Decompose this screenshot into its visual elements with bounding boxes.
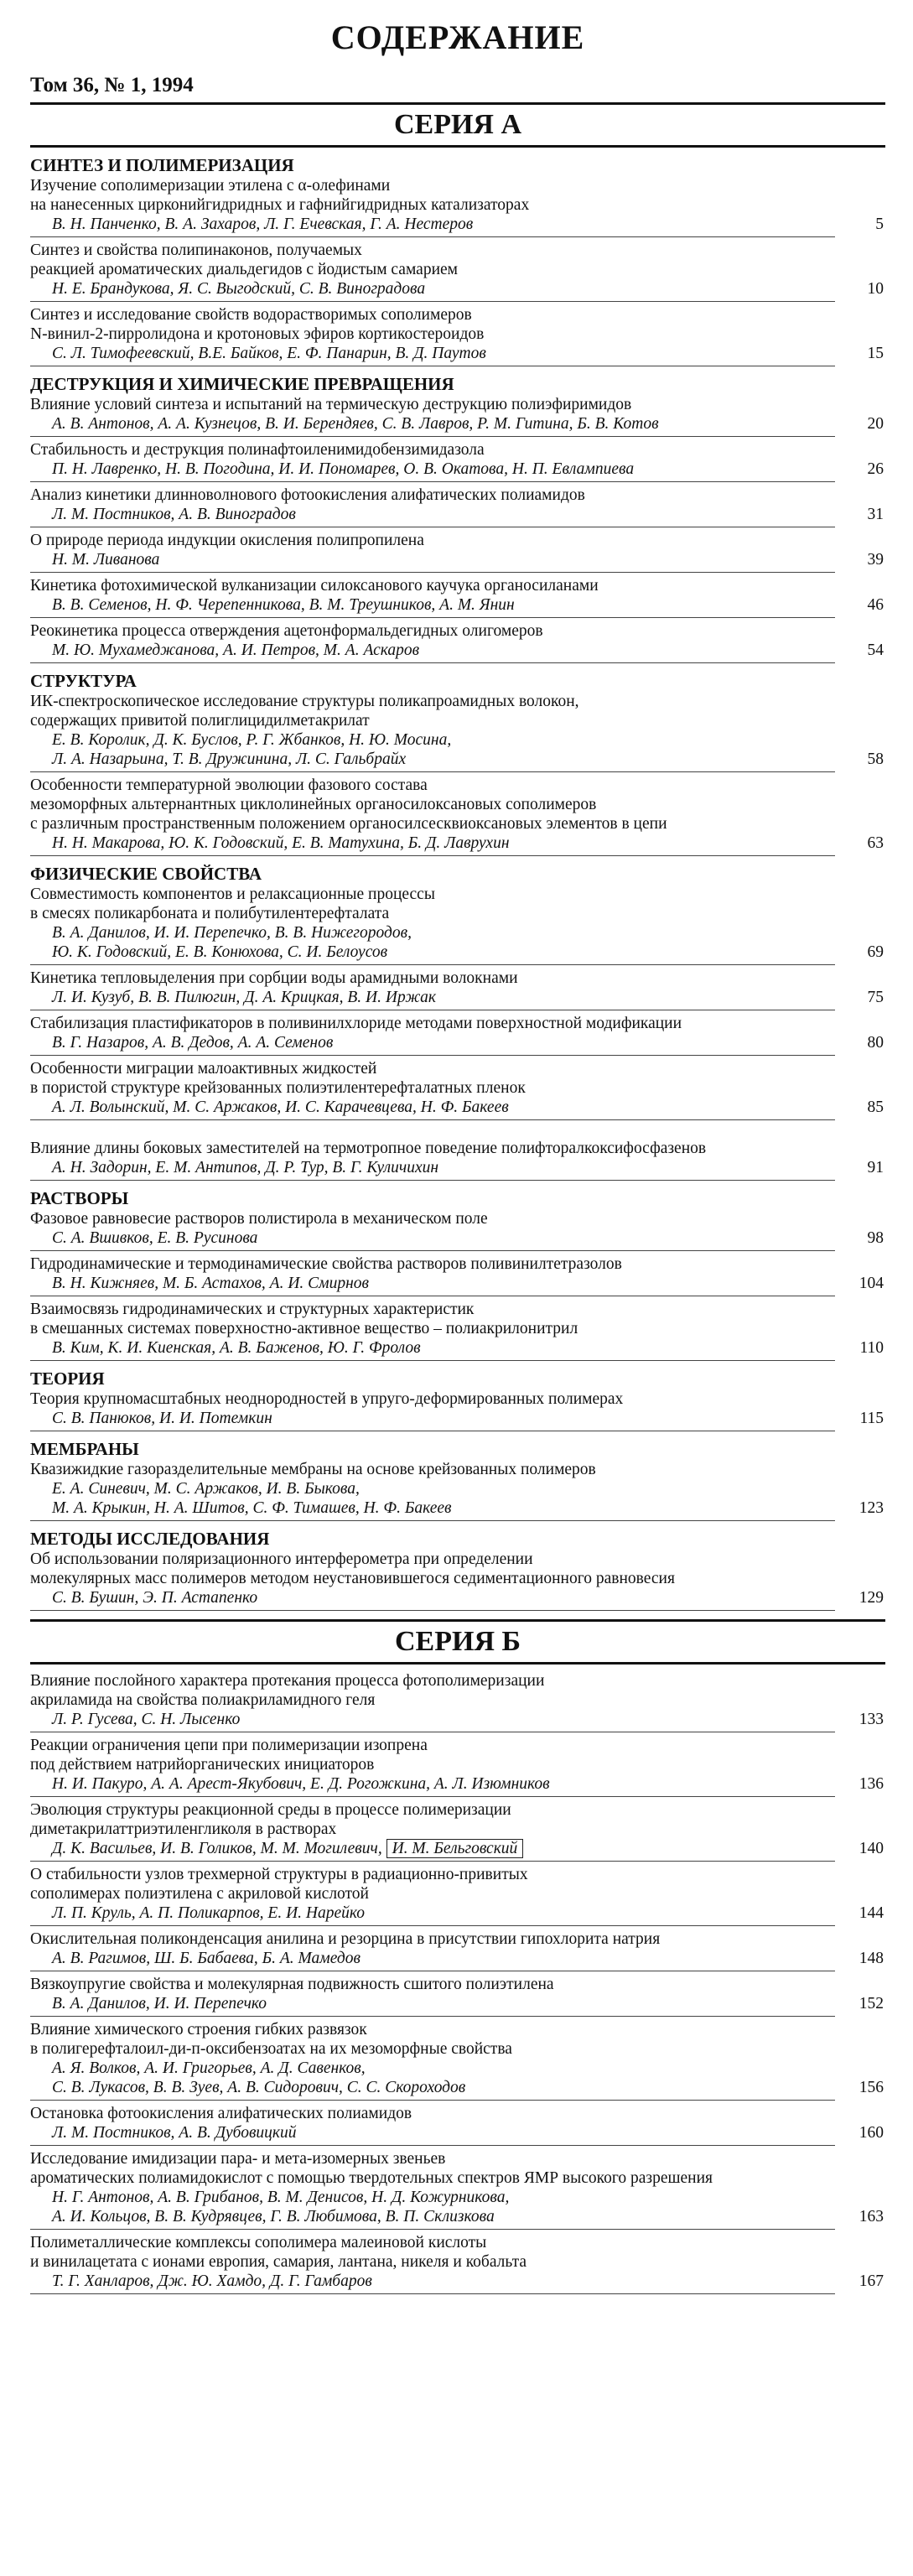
toc-entry (30, 1975, 885, 2017)
entry-authors: Н. М. Ливанова (30, 550, 835, 573)
entry-title: Вязкоупругие свойства и молекулярная подвижность сшитого полиэтилена (30, 1976, 554, 1993)
entry-authors: А. В. Рагимов, Ш. Б. Бабаева, Б. А. Мамедов (30, 1949, 835, 1971)
entry-authors: Т. Г. Ханларов, Дж. Ю. Хамдо, Д. Г. Гамбаров (30, 2272, 835, 2294)
toc-entry (30, 305, 885, 366)
page-number: 20 (867, 415, 884, 433)
toc-entry (30, 1929, 885, 1971)
entry-authors: В. В. Семенов, Н. Ф. Черепенникова, В. М. Треушников, А. М. Янин (30, 595, 835, 618)
toc-entry (30, 692, 885, 772)
toc-entry (30, 1254, 885, 1296)
toc-entry (30, 176, 885, 237)
page-number: 98 (867, 1229, 884, 1247)
divider (30, 1662, 885, 1665)
entry-title: Теория крупномасштабных неоднородностей в упруго-деформированных полимерах (30, 1390, 624, 1408)
page-number: 156 (859, 2079, 884, 2096)
section-heading: СИНТЕЗ И ПОЛИМЕРИЗАЦИЯ (30, 155, 294, 175)
entry-title: Синтез и свойства полипинаконов, получаемых (30, 242, 362, 259)
entry-title: реакцией ароматических диальдегидов с йодистым самарием (30, 261, 459, 278)
spacer (30, 1124, 885, 1139)
entry-title: Эволюция структуры реакционной среды в процессе полимеризации (30, 1801, 511, 1819)
toc-entry (30, 1460, 885, 1521)
entry-title: содержащих привитой полиглицидилметакрилат (30, 712, 370, 730)
page-number: 110 (859, 1339, 884, 1357)
entry-title: в полигерефталоил-ди-п-оксибензоатах на их мезоморфные свойства (30, 2040, 512, 2058)
entry-authors: Л. М. Постников, А. В. Виноградов (30, 505, 835, 527)
entry-title: Окислительная поликонденсация анилина и резорцина в присутствии гипохлорита натрия (30, 1930, 661, 1948)
entry-title: Стабильность и деструкция полинафтоиленимидобензимидазола (30, 441, 485, 459)
toc-entry (30, 395, 885, 437)
toc-entry (30, 1550, 885, 1611)
entry-title: Стабилизация пластификаторов в поливинилхлориде методами поверхностной модификации (30, 1015, 682, 1032)
entry-authors: Л. П. Круль, А. П. Поликарпов, Е. И. Нарейко (30, 1903, 835, 1926)
entry-title: Фазовое равновесие растворов полистирола в механическом поле (30, 1210, 488, 1228)
entry-title: Реакции ограничения цепи при полимеризации изопрена (30, 1737, 428, 1754)
entry-title: О природе периода индукции окисления полипропилена (30, 532, 424, 549)
entry-title: Особенности температурной эволюции фазового состава (30, 776, 428, 794)
toc-section (30, 1528, 885, 1611)
entry-title: на нанесенных цирконийгидридных и гафнийгидридных катализаторах (30, 196, 530, 214)
entry-authors: П. Н. Лавренко, Н. В. Погодина, И. И. Пономарев, О. В. Окатова, Н. П. Евлампиева (30, 460, 835, 482)
toc-entry (30, 969, 885, 1010)
toc-entry (30, 531, 885, 573)
toc-entry (30, 776, 885, 856)
entry-title: Полиметаллические комплексы сополимера малеиновой кислоты (30, 2234, 487, 2251)
page-number: 115 (859, 1410, 884, 1427)
toc-section (30, 670, 885, 856)
entry-authors: В. А. Данилов, И. И. Перепечко, В. В. Нижегородов, (52, 924, 412, 942)
toc-entry (30, 1736, 885, 1797)
entry-title: молекулярных масс полимеров методом неустановившегося седиментационного равновесия (30, 1570, 675, 1587)
entry-authors: С. В. Бушин, Э. П. Астапенко (30, 1588, 835, 1611)
entry-authors: В. Н. Панченко, В. А. Захаров, Л. Г. Ечевская, Г. А. Нестеров (30, 215, 835, 237)
page-number: 163 (859, 2208, 884, 2225)
page-number: 54 (867, 641, 884, 659)
page-number: 152 (859, 1995, 884, 2012)
entry-authors: Н. Н. Макарова, Ю. К. Годовский, Е. В. Матухина, Б. Д. Лаврухин (30, 834, 835, 856)
entry-authors: А. Н. Задорин, Е. М. Антипов, Д. Р. Тур, В. Г. Куличихин (30, 1158, 835, 1181)
entry-title: Влияние послойного характера протекания процесса фотополимеризации (30, 1672, 545, 1690)
entry-title: Исследование имидизации пара- и мета-изомерных звеньев (30, 2150, 446, 2168)
entry-title: Влияние длины боковых заместителей на термотропное поведение полифторалкоксифосфазенов (30, 1140, 707, 1157)
toc-entry (30, 1389, 885, 1431)
entry-authors: С. А. Вшивков, Е. В. Русинова (30, 1228, 835, 1251)
entry-authors: Л. И. Кузуб, В. В. Пилюгин, Д. А. Крицкая, В. И. Иржак (30, 988, 835, 1010)
page-title: СОДЕРЖАНИЕ (330, 18, 585, 56)
entry-authors: В. Ким, К. И. Киенская, А. В. Баженов, Ю. Г. Фролов (30, 1338, 835, 1361)
entry-title: в смешанных системах поверхностно-активное вещество – полиакрилонитрил (30, 1320, 578, 1337)
series-a (30, 154, 885, 1611)
entry-title: Анализ кинетики длинноволнового фотоокисления алифатических полиамидов (30, 486, 585, 504)
toc-entry (30, 241, 885, 302)
entry-authors: Н. Е. Брандукова, Я. С. Выгодский, С. В. Виноградова (30, 279, 835, 302)
page-number: 140 (859, 1840, 884, 1857)
section-heading: СТРУКТУРА (30, 671, 137, 691)
entry-authors: В. Г. Назаров, А. В. Дедов, А. А. Семенов (30, 1033, 835, 1056)
page-number: 80 (867, 1034, 884, 1052)
page-number: 15 (867, 345, 884, 362)
entry-authors: М. А. Крыкин, Н. А. Шитов, С. Ф. Тимашев, Н. Ф. Бакеев (30, 1498, 835, 1521)
toc-section (30, 1438, 885, 1521)
boxed-author: И. М. Бельговский (386, 1839, 524, 1858)
entry-authors: А. Л. Волынский, М. С. Аржаков, И. С. Карачевцева, Н. Ф. Бакеев (30, 1098, 835, 1120)
entry-title: Об использовании поляризационного интерферометра при определении (30, 1550, 533, 1568)
entry-title: Кинетика тепловыделения при сорбции воды арамидными волокнами (30, 969, 518, 987)
entry-title: Реокинетика процесса отверждения ацетонформальдегидных олигомеров (30, 622, 543, 640)
entry-title: Кинетика фотохимической вулканизации силоксанового каучука органосиланами (30, 577, 599, 595)
page-number: 148 (859, 1950, 884, 1967)
entry-authors: Л. А. Назарьина, Т. В. Дружинина, Л. С. Гальбрайх (30, 750, 835, 772)
toc-entry (30, 1014, 885, 1056)
page-number: 10 (867, 280, 884, 298)
entry-authors: Л. М. Постников, А. В. Дубовицкий (30, 2123, 835, 2146)
toc-entry (30, 1671, 885, 1732)
entry-authors: В. Н. Кижняев, М. Б. Астахов, А. И. Смирнов (30, 1274, 835, 1296)
section-heading: ДЕСТРУКЦИЯ И ХИМИЧЕСКИЕ ПРЕВРАЩЕНИЯ (30, 374, 454, 394)
entry-authors: С. Л. Тимофеевский, В.Е. Байков, Е. Ф. Панарин, В. Д. Паутов (30, 344, 835, 366)
page-number: 167 (859, 2272, 884, 2290)
page-number: 91 (867, 1159, 884, 1176)
entry-title: в пористой структуре крейзованных полиэтилентерефталатных пленок (30, 1079, 526, 1097)
volume-issue: Том 36, № 1, 1994 (30, 74, 194, 96)
entry-authors: Ю. К. Годовский, Е. В. Конюхова, С. И. Белоусов (30, 943, 835, 965)
toc-entry (30, 621, 885, 663)
entry-authors: С. В. Лукасов, В. В. Зуев, А. В. Сидорович, С. С. Скороходов (30, 2078, 835, 2101)
entry-authors: В. А. Данилов, И. И. Перепечко (30, 1994, 835, 2017)
section-heading: МЕМБРАНЫ (30, 1439, 139, 1459)
section-heading: ТЕОРИЯ (30, 1368, 105, 1389)
entry-authors: Е. В. Королик, Д. К. Буслов, Р. Г. Жбанков, Н. Ю. Мосина, (52, 731, 452, 749)
toc-entry (30, 1059, 885, 1120)
toc-section (30, 1187, 885, 1361)
toc-entry (30, 1209, 885, 1251)
page-number: 85 (867, 1098, 884, 1116)
entry-title: Взаимосвязь гидродинамических и структурных характеристик (30, 1301, 475, 1318)
entry-authors: Л. Р. Гусева, С. Н. Лысенко (30, 1710, 835, 1732)
entry-title: О стабильности узлов трехмерной структуры в радиационно-привитых (30, 1866, 528, 1883)
contents-page (30, 0, 885, 2576)
entry-title: Синтез и исследование свойств водорастворимых сополимеров (30, 306, 472, 324)
toc-entry (30, 486, 885, 527)
entry-title: Квазижидкие газоразделительные мембраны на основе крейзованных полимеров (30, 1461, 596, 1478)
entry-title: под действием натрийорганических инициаторов (30, 1756, 375, 1774)
entry-authors: А. И. Кольцов, В. В. Кудрявцев, Г. В. Любимова, В. П. Склизкова (30, 2207, 835, 2230)
entry-title: Гидродинамические и термодинамические свойства растворов поливинилтетразолов (30, 1255, 622, 1273)
page-number: 160 (859, 2124, 884, 2142)
page-number: 123 (859, 1499, 884, 1517)
entry-title: сополимерах полиэтилена с акриловой кислотой (30, 1885, 369, 1903)
entry-title: Изучение сополимеризации этилена с α-олефинами (30, 177, 391, 195)
series-a-heading: СЕРИЯ А (393, 109, 522, 140)
section-heading: РАСТВОРЫ (30, 1188, 129, 1208)
entry-title: Остановка фотоокисления алифатических полиамидов (30, 2105, 412, 2122)
toc-entry (30, 1300, 885, 1361)
toc-entry (30, 440, 885, 482)
page-number: 75 (867, 989, 884, 1006)
entry-title: N-винил-2-пирролидона и кротоновых эфиров кортикостероидов (30, 325, 485, 343)
entry-title: с различным пространственным положением органосилсесквиоксановых элементов в цепи (30, 815, 667, 833)
entry-title: Влияние условий синтеза и испытаний на термическую деструкцию полиэфиримидов (30, 396, 632, 413)
entry-authors: Н. И. Пакуро, А. А. Арест-Якубович, Е. Д. Рогожкина, А. Л. Изюмников (30, 1774, 835, 1797)
toc-entry (30, 2020, 885, 2101)
toc-entry (30, 1139, 885, 1181)
page-number: 144 (859, 1904, 884, 1922)
page-number: 31 (867, 506, 884, 523)
page-number: 26 (867, 460, 884, 478)
page-number: 104 (859, 1275, 884, 1292)
section-heading: ФИЗИЧЕСКИЕ СВОЙСТВА (30, 864, 262, 884)
entry-title: и винилацетата с ионами европия, самария, лантана, никеля и кобальта (30, 2253, 527, 2271)
page-number: 58 (867, 750, 884, 768)
toc-section (30, 863, 885, 1181)
toc-entry (30, 885, 885, 965)
series-b (30, 1671, 885, 2294)
entry-title: ароматических полиамидокислот с помощью твердотельных спектров ЯМР высокого разрешения (30, 2169, 713, 2187)
entry-title: ИК-спектроскопическое исследование структуры поликапроамидных волокон, (30, 693, 579, 710)
entry-title: Совместимость компонентов и релаксационные процессы (30, 886, 435, 903)
entry-title: акриламида на свойства полиакриламидного геля (30, 1691, 376, 1709)
entry-title: Влияние химического строения гибких развязок (30, 2021, 367, 2038)
divider (30, 145, 885, 148)
toc-entry (30, 2104, 885, 2146)
series-b-heading: СЕРИЯ Б (395, 1626, 521, 1657)
entry-title: в смесях поликарбоната и полибутилентерефталата (30, 905, 390, 922)
entry-authors: М. Ю. Мухамеджанова, А. И. Петров, М. А. Аскаров (30, 641, 835, 663)
section-heading: МЕТОДЫ ИССЛЕДОВАНИЯ (30, 1529, 270, 1549)
toc-section (30, 154, 885, 366)
entry-authors: А. В. Антонов, А. А. Кузнецов, В. И. Берендяев, С. В. Лавров, Р. М. Гитина, Б. В. Котов (30, 414, 835, 437)
toc-entry (30, 2149, 885, 2230)
page-number: 39 (867, 551, 884, 569)
page-number: 129 (859, 1589, 884, 1607)
toc-entry (30, 1800, 885, 1862)
toc-entry (30, 2233, 885, 2294)
toc-entry (30, 576, 885, 618)
entry-title: диметакрилаттриэтиленгликоля в растворах (30, 1820, 337, 1838)
entry-authors: Н. Г. Антонов, А. В. Грибанов, В. М. Денисов, Н. Д. Кожурникова, (52, 2189, 510, 2206)
page-number: 5 (875, 216, 884, 233)
page-number: 133 (859, 1711, 884, 1728)
page-number: 63 (867, 834, 884, 852)
entry-title: мезоморфных альтернантных циклолинейных органосилоксановых сополимеров (30, 796, 597, 813)
entry-authors: С. В. Панюков, И. И. Потемкин (30, 1409, 835, 1431)
page-number: 69 (867, 943, 884, 961)
entry-title: Особенности миграции малоактивных жидкостей (30, 1060, 377, 1078)
toc-section (30, 1368, 885, 1431)
entry-authors: Е. А. Синевич, М. С. Аржаков, И. В. Быкова, (52, 1480, 360, 1498)
page-number: 136 (859, 1775, 884, 1793)
entry-authors: А. Я. Волков, А. И. Григорьев, А. Д. Савенков, (52, 2059, 366, 2077)
toc-entry (30, 1865, 885, 1926)
page-number: 46 (867, 596, 884, 614)
toc-section (30, 373, 885, 663)
entry-authors: Д. К. Васильев, И. В. Голиков, М. М. Могилевич, И. М. Бельговский (30, 1839, 835, 1862)
